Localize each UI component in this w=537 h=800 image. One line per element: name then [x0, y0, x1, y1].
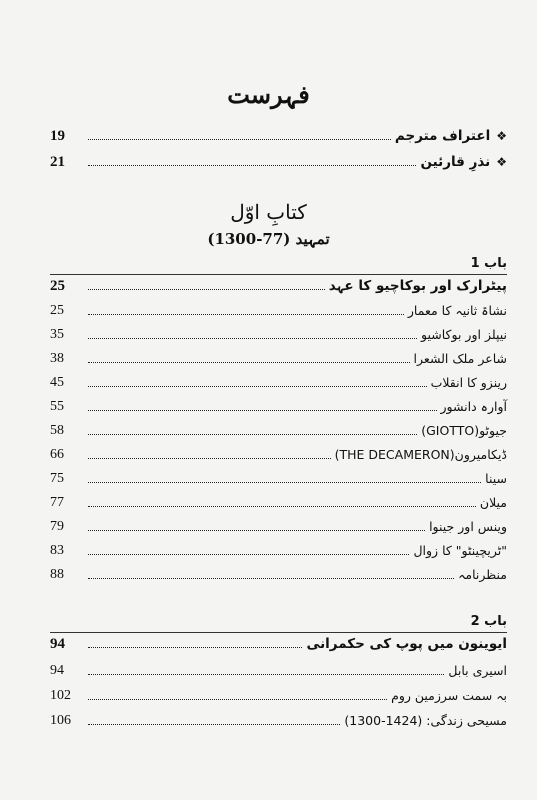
entry-label: جیوٹو(GIOTTO) [421, 423, 507, 438]
page-number: 25 [50, 303, 64, 318]
page-number: 38 [50, 351, 64, 366]
entry-label: رینزو کا انقلاب [430, 375, 507, 390]
toc-entry[interactable] [50, 563, 507, 583]
toc-entry[interactable] [50, 659, 507, 679]
toc-entry[interactable] [50, 443, 507, 463]
entry-label: نشاۃ ثانیہ کا معمار [407, 303, 507, 318]
dot-leader [88, 385, 427, 387]
toc-entry[interactable] [50, 491, 507, 511]
page-number: 19 [50, 128, 65, 144]
page-number: 75 [50, 471, 64, 486]
page-number: 94 [50, 636, 65, 652]
dot-leader [88, 723, 340, 725]
toc-entry[interactable] [50, 419, 507, 439]
toc-entry-chapter-1-main[interactable] [50, 274, 507, 294]
entry-label: ایوینون میں پوپ کی حکمرانی [306, 636, 507, 652]
entry-label: ڈیکامیرون(THE DECAMERON) [334, 447, 507, 462]
entry-label: منظرنامہ [458, 567, 507, 582]
toc-entry[interactable] [50, 395, 507, 415]
entry-label: مسیحی زندگی: (1424-1300) [344, 713, 507, 728]
page-number: 102 [50, 688, 71, 703]
page-number: 58 [50, 423, 64, 438]
page-number: 106 [50, 713, 71, 728]
page-title: فہرست [227, 80, 310, 109]
dot-leader [88, 577, 454, 579]
page-number: 83 [50, 543, 64, 558]
entry-label: شاعر ملک الشعرا [413, 351, 507, 366]
page-number: 79 [50, 519, 64, 534]
page-number: 45 [50, 375, 64, 390]
diamond-bullet-icon: ❖ [496, 129, 507, 143]
dot-leader [88, 433, 417, 435]
dot-leader [88, 481, 481, 483]
diamond-bullet-icon: ❖ [496, 155, 507, 169]
toc-entry[interactable] [50, 299, 507, 319]
dot-leader [88, 138, 391, 140]
dot-leader [88, 313, 404, 315]
toc-entry[interactable] [50, 347, 507, 367]
entry-label: نذرِ قارئین [420, 154, 491, 170]
toc-entry[interactable] [50, 371, 507, 391]
chapter-2-heading: باب 2 [470, 614, 507, 629]
toc-entry[interactable] [50, 323, 507, 343]
toc-entry[interactable] [50, 515, 507, 535]
entry-label: اسیری بابل [448, 663, 507, 678]
page-number: 66 [50, 447, 64, 462]
entry-label: "ٹریچینٹو" کا زوال [413, 543, 507, 558]
toc-entry[interactable] [50, 539, 507, 559]
page-number: 21 [50, 154, 65, 170]
dot-leader [88, 529, 425, 531]
toc-entry[interactable] [50, 684, 507, 704]
page-number: 25 [50, 278, 65, 294]
toc-entry[interactable] [50, 467, 507, 487]
entry-label: بہ سمت سرزمین روم [391, 688, 507, 703]
dot-leader [88, 361, 410, 363]
dot-leader [88, 457, 331, 459]
page-number: 94 [50, 663, 64, 678]
toc-entry-translator-note[interactable] [50, 124, 507, 144]
page-number: 55 [50, 399, 64, 414]
dot-leader [88, 673, 444, 675]
entry-label: میلان [479, 495, 507, 510]
dot-leader [88, 337, 417, 339]
book-title: کتابِ اوّل [230, 200, 307, 224]
dot-leader [88, 409, 437, 411]
toc-entry[interactable] [50, 709, 507, 729]
page-number: 77 [50, 495, 64, 510]
toc-entry-dedication[interactable] [50, 150, 507, 170]
dot-leader [88, 505, 476, 507]
book-subtitle: تمہید (77-1300) [207, 230, 330, 248]
entry-label: سینا [485, 471, 507, 486]
page-number: 35 [50, 327, 64, 342]
entry-label: نیپلز اور بوکاشیو [421, 327, 507, 342]
dot-leader [88, 288, 325, 290]
entry-label: اعتراف مترجم [394, 128, 491, 144]
toc-entry-chapter-2-main[interactable] [50, 632, 507, 652]
entry-label: وینس اور جینوا [429, 519, 507, 534]
dot-leader [88, 553, 409, 555]
dot-leader [88, 646, 302, 648]
dot-leader [88, 164, 416, 166]
page-number: 88 [50, 567, 64, 582]
chapter-1-heading: باب 1 [470, 256, 507, 271]
dot-leader [88, 698, 387, 700]
entry-label: آوارہ دانشور [440, 399, 507, 414]
entry-label: پیٹرارک اور بوکاچیو کا عہد [328, 278, 507, 294]
